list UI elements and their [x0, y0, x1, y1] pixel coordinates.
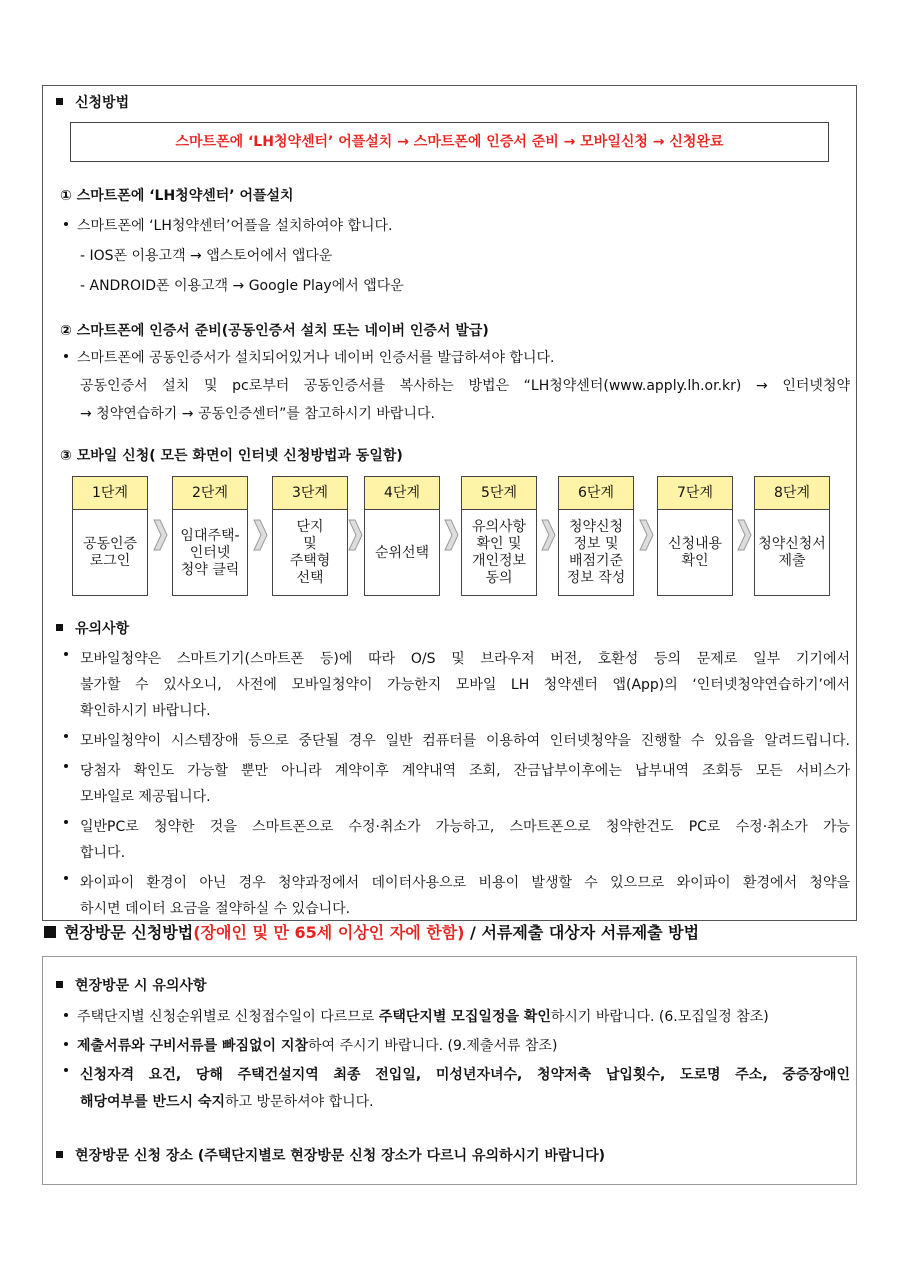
notice-text: 모바일청약은 스마트기기(스마트폰 등)에 따라 O/S 및 브라우저 버전, 호환성 등의 문제로 일부 기기에서	[80, 651, 850, 667]
chevron-right-icon	[540, 518, 556, 552]
step-text: 임대주택- 인터넷 청약 클릭	[180, 527, 240, 578]
sub-heading-3: ③ 모바일 신청( 모든 화면이 인터넷 신청방법과 동일함)	[60, 448, 403, 464]
ios-line: - IOS폰 이용고객 → 앱스토어에서 앱다운	[80, 248, 333, 264]
step-text: 청약신청 정보 및 배점기준 정보 작성	[566, 519, 626, 586]
step-box-1	[72, 476, 148, 596]
step-label: 6단계	[559, 477, 633, 510]
bullet-item	[64, 872, 77, 888]
chevron-right-icon	[152, 518, 168, 552]
visit-caution-heading: 현장방문 시 유의사항	[56, 975, 206, 995]
bullet-dot-icon	[64, 820, 68, 824]
sub-heading-1: ① 스마트폰에 ‘LH청약센터’ 어플설치	[60, 188, 294, 204]
bullet-dot-icon	[64, 1042, 68, 1046]
step-text: 순위선택	[374, 544, 430, 561]
bullet-dot-icon	[64, 354, 68, 358]
bullet-item: 스마트폰에 공동인증서가 설치되어있거나 네이버 인증서를 발급하셔야 합니다.	[64, 347, 554, 367]
bullet-item	[64, 648, 77, 664]
notice-text: 모바일청약이 시스템장애 등으로 중단될 경우 일반 컴퓨터를 이용하여 인터넷청약을 진행할 수 있음을 알려드립니다.	[80, 733, 850, 749]
bullet-dot-icon	[64, 876, 68, 880]
step-box-3	[272, 476, 348, 596]
visit-section-heading: 현장방문 신청방법(장애인 및 만 65세 이상인 자에 한함) / 서류제출 대상자 서류제출 방법	[44, 920, 699, 943]
caution-text: 신청자격 요건, 당해 주택건설지역 최종 전입일, 미성년자녀수, 청약저축 납입횟수, 도로명 주소, 중증장애인	[80, 1067, 850, 1083]
bullet-item	[64, 816, 77, 832]
step-text: 유의사항 확인 및 개인정보 동의	[471, 519, 527, 586]
bullet-item	[64, 1064, 77, 1080]
certificate-copy-line-2: → 청약연습하기 → 공동인증센터”를 참고하시기 바랍니다.	[80, 406, 435, 422]
sub-heading-2: ② 스마트폰에 인증서 준비(공동인증서 설치 또는 네이버 인증서 발급)	[60, 323, 489, 339]
step-box-7	[657, 476, 733, 596]
step-label: 3단계	[273, 477, 347, 510]
step-label: 1단계	[73, 477, 147, 510]
notice-text: 일반PC로 청약한 것을 스마트폰으로 수정·취소가 가능하고, 스마트폰으로 청약한건도 PC로 수정·취소가 가능	[80, 819, 850, 835]
chevron-right-icon	[638, 518, 654, 552]
chevron-right-icon	[443, 518, 459, 552]
notice-text: 하시면 데이터 요금을 절약하실 수 있습니다.	[80, 901, 351, 917]
step-box-4	[364, 476, 440, 596]
step-box-6	[558, 476, 634, 596]
bullet-dot-icon	[64, 764, 68, 768]
step-label: 5단계	[462, 477, 536, 510]
certificate-copy-line: 공동인증서 설치 및 pc로부터 공동인증서를 복사하는 방법은 “LH청약센터(www.apply.lh.or.kr) → 인터넷청약	[80, 378, 850, 394]
step-text: 단지 및 주택형 선택	[289, 519, 331, 586]
step-box-5	[461, 476, 537, 596]
bullet-item	[64, 730, 77, 746]
step-text: 공동인증 로그인	[82, 536, 138, 569]
notice-text: 불가할 수 있사오니, 사전에 모바일청약이 가능한지 모바일 LH 청약센터 앱(App)의 ‘인터넷청약연습하기’에서	[80, 677, 850, 693]
section-heading: 신청방법	[56, 92, 129, 112]
visit-place-heading: 현장방문 신청 장소 (주택단지별로 현장방문 신청 장소가 다르니 유의하시기 바랍니다)	[56, 1145, 605, 1165]
notice-text: 모바일로 제공됩니다.	[80, 789, 211, 805]
chevron-right-icon	[347, 518, 363, 552]
step-text: 신청내용 확인	[667, 536, 723, 569]
bullet-item: 제출서류와 구비서류를 빠짐없이 지참하여 주시기 바랍니다. (9.제출서류 참조)	[64, 1035, 557, 1055]
bullet-dot-icon	[64, 734, 68, 738]
step-text: 청약신청서 제출	[758, 536, 826, 569]
step-box-2	[172, 476, 248, 596]
step-box-8	[754, 476, 830, 596]
square-bullet-icon	[44, 926, 56, 938]
notice-text: 당첨자 확인도 가능할 뿐만 아니라 계약이후 계약내역 조회, 잔금납부이후에는 납부내역 조회등 모든 서비스가	[80, 763, 850, 779]
bullet-dot-icon	[64, 1068, 68, 1072]
bullet-dot-icon	[64, 1013, 68, 1017]
chevron-right-icon	[736, 518, 752, 552]
square-bullet-icon	[56, 98, 63, 105]
bullet-item: 스마트폰에 ‘LH청약센터’어플을 설치하여야 합니다.	[64, 215, 393, 235]
notice-text: 합니다.	[80, 845, 126, 861]
square-bullet-icon	[56, 1151, 63, 1158]
notice-text: 와이파이 환경이 아닌 경우 청약과정에서 데이터사용으로 비용이 발생할 수 있으므로 와이파이 환경에서 청약을	[80, 875, 850, 891]
step-label: 2단계	[173, 477, 247, 510]
bullet-item: 주택단지별 신청순위별로 신청접수일이 다르므로 주택단지별 모집일정을 확인하시기 바랍니다. (6.모집일정 참조)	[64, 1006, 769, 1026]
step-label: 8단계	[755, 477, 829, 510]
step-label: 4단계	[365, 477, 439, 510]
application-flow-box: 스마트폰에 ‘LH청약센터’ 어플설치 → 스마트폰에 인증서 준비 → 모바일신청 → 신청완료	[70, 122, 829, 162]
caution-text: 해당여부를 반드시 숙지하고 방문하셔야 합니다.	[80, 1094, 374, 1110]
bullet-dot-icon	[64, 222, 68, 226]
square-bullet-icon	[56, 981, 63, 988]
notice-heading: 유의사항	[56, 618, 129, 638]
notice-text: 확인하시기 바랍니다.	[80, 703, 211, 719]
bullet-dot-icon	[64, 652, 68, 656]
square-bullet-icon	[56, 624, 63, 631]
bullet-item	[64, 760, 77, 776]
android-line: - ANDROID폰 이용고객 → Google Play에서 앱다운	[80, 278, 404, 294]
chevron-right-icon	[252, 518, 268, 552]
step-label: 7단계	[658, 477, 732, 510]
